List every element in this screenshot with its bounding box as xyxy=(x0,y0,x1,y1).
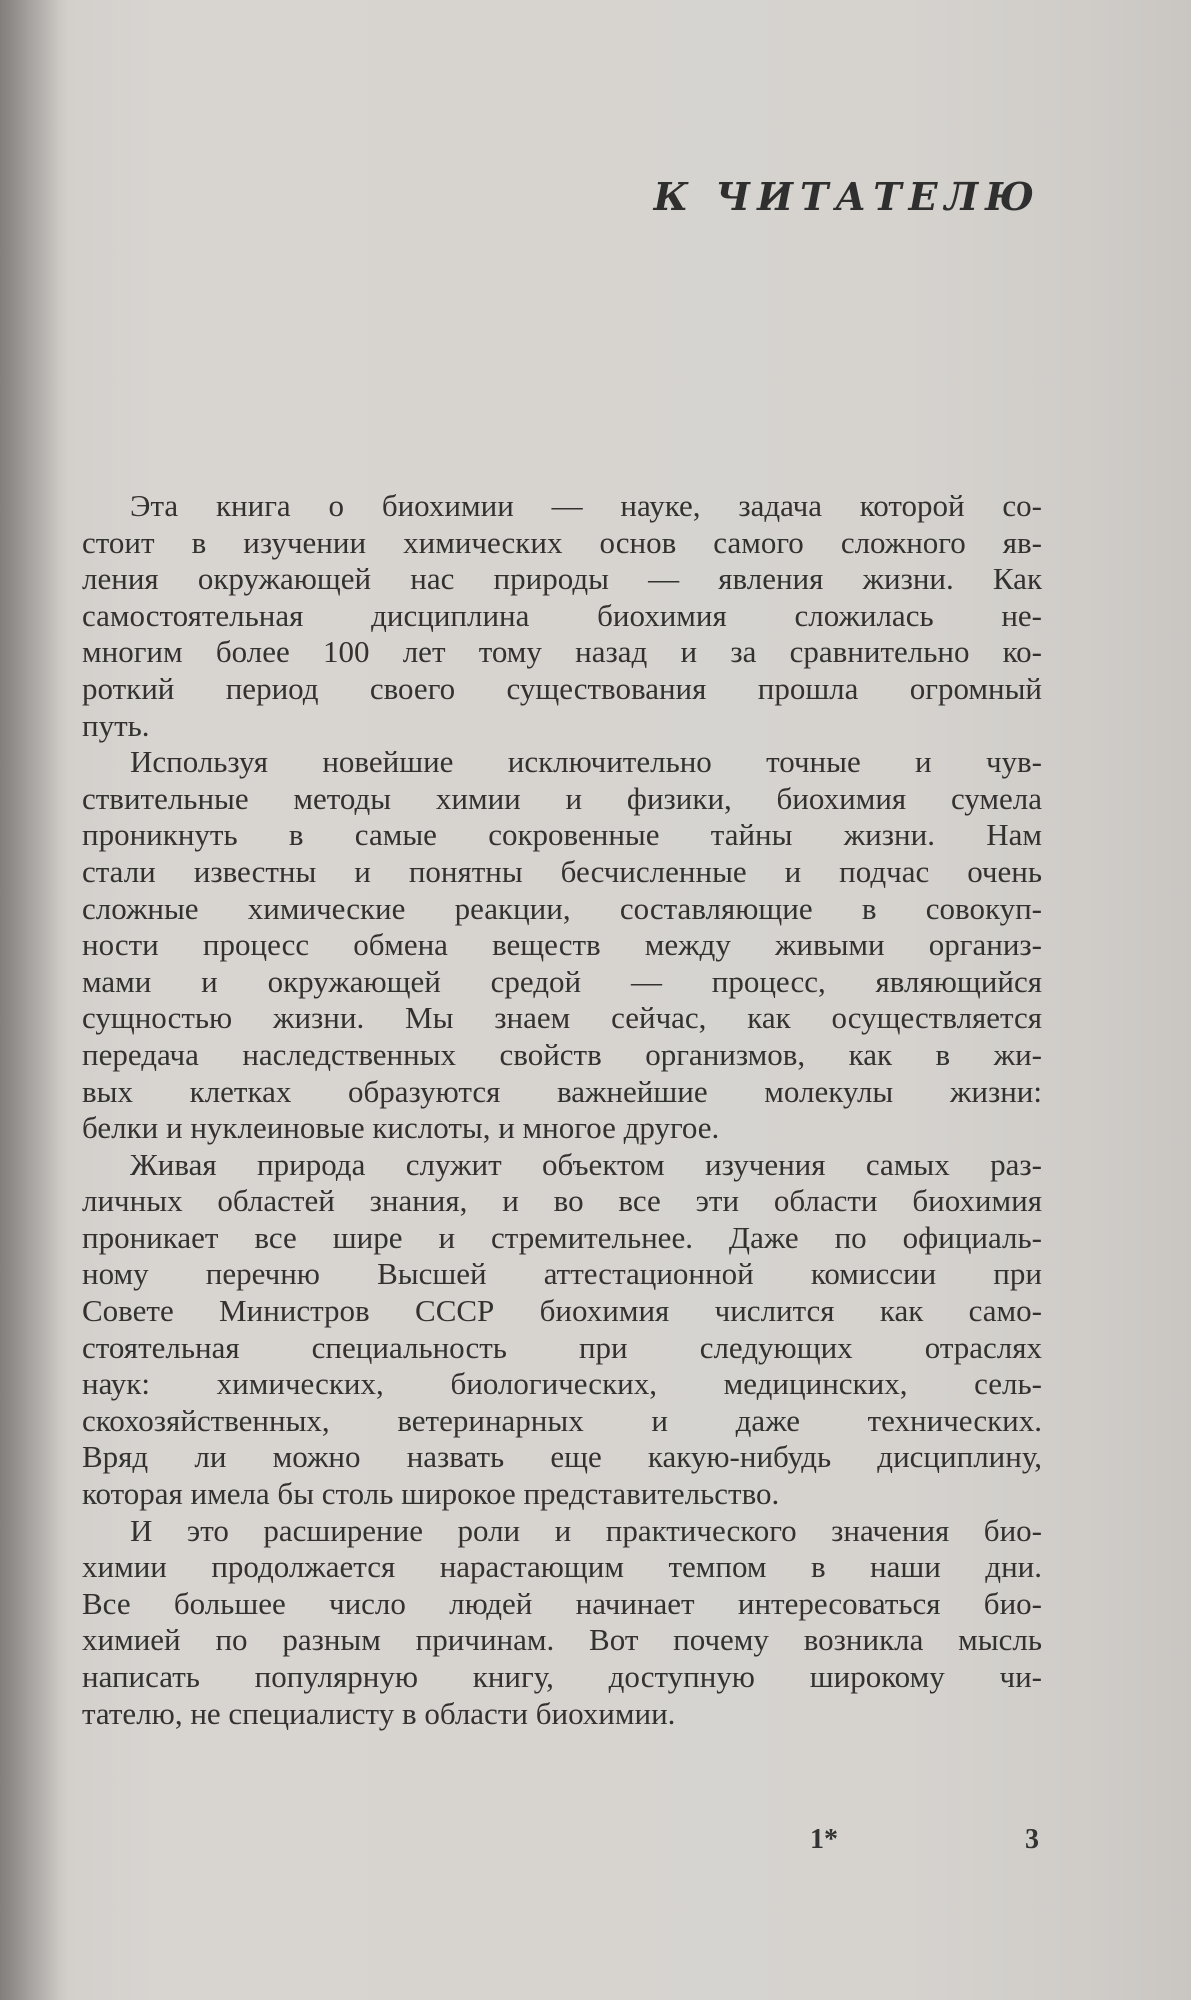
paragraph xyxy=(82,744,1042,1147)
text-line: написать популярную книгу, доступную широкому чи- xyxy=(82,1659,1042,1694)
text-line: передача наследственных свойств организмов, как в жи- xyxy=(82,1036,1042,1072)
text-line: скохозяйственных, ветеринарных и даже технических. xyxy=(82,1402,1042,1438)
paragraph xyxy=(82,1147,1042,1513)
section-heading: К ЧИТАТЕЛЮ xyxy=(653,174,1041,219)
text-line: сущностью жизни. Мы знаем сейчас, как осуществляется xyxy=(82,1000,1042,1036)
text-line: стоятельная специальность при следующих отраслях xyxy=(82,1329,1042,1365)
page-number: 3 xyxy=(1025,1824,1039,1855)
paragraph xyxy=(82,1513,1042,1733)
text-line: стали известны и понятны бесчисленные и подчас очень xyxy=(82,853,1042,889)
text-line: личных областей знания, и во все эти области биохимия xyxy=(82,1183,1042,1219)
text-line: самостоятельная дисциплина биохимия сложилась не- xyxy=(82,597,1042,633)
text-line: Используя новейшие исключительно точные и чув- xyxy=(130,744,1042,780)
text-line: роткий период своего существования прошла огромный xyxy=(82,670,1042,706)
text-line: ности процесс обмена веществ между живыми организ- xyxy=(82,927,1042,963)
text-line: проникнуть в самые сокровенные тайны жизни. Нам xyxy=(82,817,1042,853)
text-line: ствительные методы химии и физики, биохимия сумела xyxy=(82,780,1042,816)
text-line: химией по разным причинам. Вот почему возникла мысль xyxy=(82,1622,1042,1658)
body-text xyxy=(82,488,1042,1732)
text-line: белки и нуклеиновые кислоты, и многое другое. xyxy=(82,1110,720,1146)
text-line: Живая природа служит объектом изучения самых раз- xyxy=(130,1146,1042,1182)
text-line: вых клетках образуются важнейшие молекулы жизни: xyxy=(82,1073,1042,1109)
text-line: путь. xyxy=(82,707,150,743)
text-line: ному перечню Высшей аттестационной комиссии при xyxy=(82,1256,1042,1292)
text-line: химии продолжается нарастающим темпом в наши дни. xyxy=(82,1549,1042,1585)
text-line: И это расширение роли и практического значения био- xyxy=(130,1512,1042,1548)
text-line: Эта книга о биохимии — науке, задача которой со- xyxy=(130,488,1042,523)
text-line: Вряд ли можно назвать еще какую-нибудь дисциплину, xyxy=(82,1439,1042,1475)
text-line: наук: химических, биологических, медицинских, сель- xyxy=(82,1366,1042,1402)
paragraph xyxy=(82,488,1042,744)
text-line: многим более 100 лет тому назад и за сравнительно ко- xyxy=(82,634,1042,670)
binding-shadow xyxy=(0,0,60,2000)
text-line: ления окружающей нас природы — явления жизни. Как xyxy=(82,561,1042,597)
signature-mark: 1* xyxy=(810,1824,838,1855)
text-line: проникает все шире и стремительнее. Даже по официаль- xyxy=(82,1219,1042,1255)
text-line: которая имела бы столь широкое представительство. xyxy=(82,1476,780,1512)
text-line: Все большее число людей начинает интересоваться био- xyxy=(82,1585,1042,1621)
text-line: тателю, не специалисту в области биохимии. xyxy=(82,1695,676,1731)
text-line: стоит в изучении химических основ самого сложного яв- xyxy=(82,524,1042,560)
text-line: мами и окружающей средой — процесс, являющийся xyxy=(82,963,1042,999)
text-line: Совете Министров СССР биохимия числится как само- xyxy=(82,1293,1042,1329)
text-line: сложные химические реакции, составляющие в совокуп- xyxy=(82,890,1042,926)
